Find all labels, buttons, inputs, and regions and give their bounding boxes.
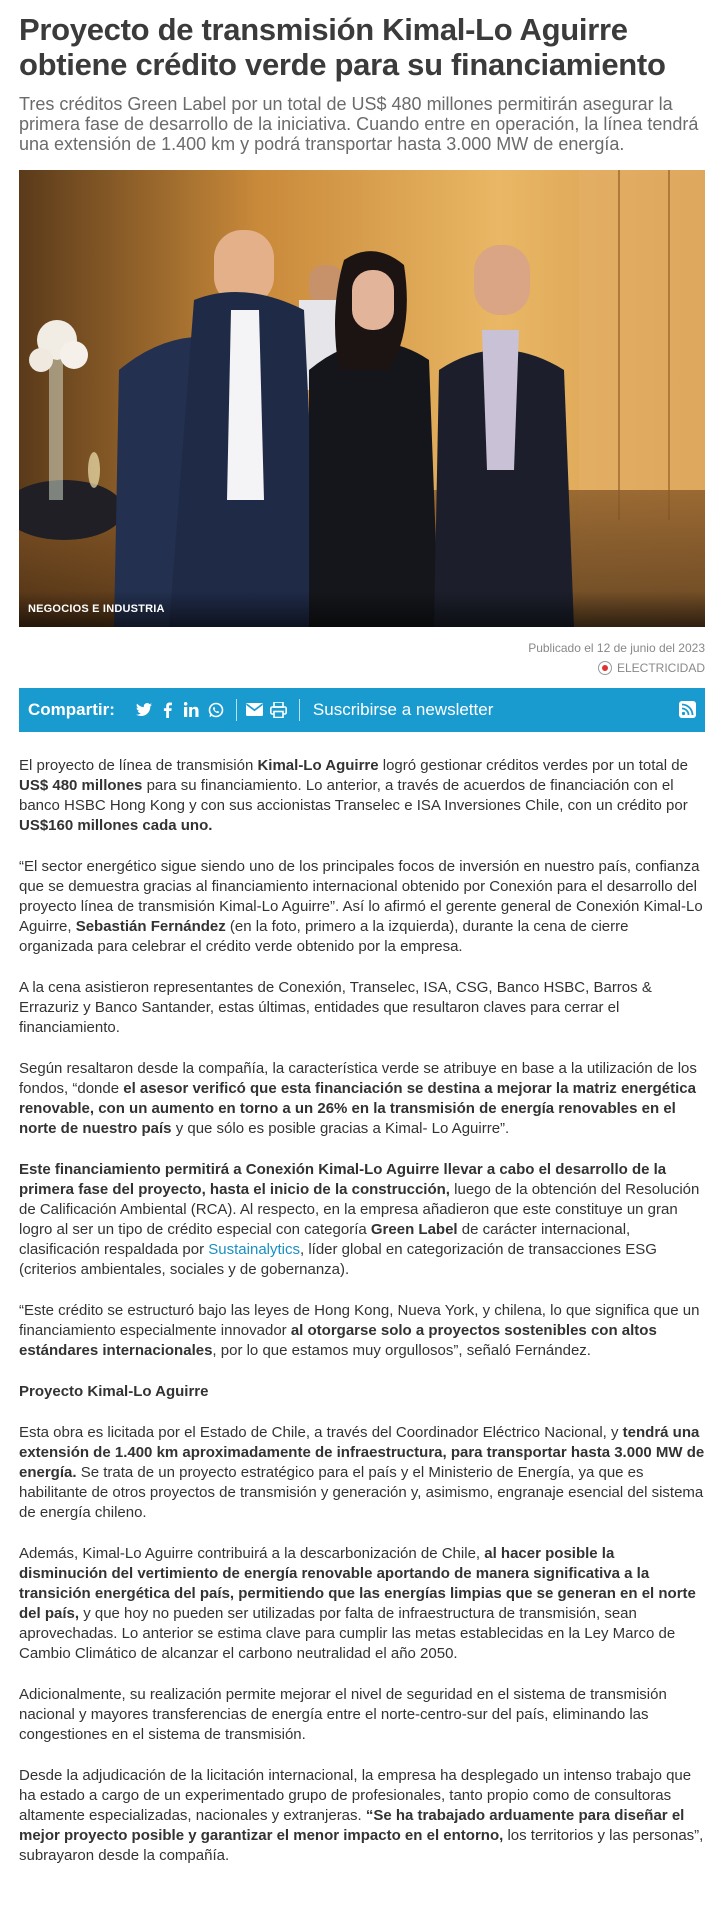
paragraph: Desde la adjudicación de la licitación internacional, la empresa ha desplegado un intenso trabajo que ha estado a cargo de un experimentado grupo de profesionales, tanto propio como de consultoras altamente especializadas, nacionales y extranjeras. “Se ha trabajado arduamente para diseñar el mejor proyecto posible y garantizar el menor impacto en el entorno, los territorios y las personas”, subrayaron desde la compañía.	[19, 1766, 704, 1864]
page-title: Proyecto de transmisión Kimal-Lo Aguirre obtiene crédito verde para su financiamiento	[19, 12, 666, 82]
newsletter-link[interactable]: Suscribirse a newsletter	[312, 699, 494, 719]
image-category: NEGOCIOS E INDUSTRIA	[28, 603, 165, 615]
tag-icon	[598, 661, 612, 675]
print-icon[interactable]	[270, 701, 288, 719]
category-tag-label: ELECTRICIDAD	[616, 660, 705, 675]
whatsapp-icon[interactable]	[207, 701, 225, 719]
paragraph: Según resaltaron desde la compañía, la característica verde se atribuye en base a la utilización de los fondos, “donde el asesor verificó que esta financiación se destina a mejorar la matriz energética renovable, con un aumento en torno a un 26% en la transmisión de energía renovables en el norte de nuestro país y que sólo es posible gracias a Kimal- Lo Aguirre”.	[19, 1059, 697, 1137]
linkedin-icon[interactable]	[183, 701, 201, 719]
hero-image	[19, 170, 705, 627]
paragraph: Este financiamiento permitirá a Conexión Kimal-Lo Aguirre llevar a cabo el desarrollo de la primera fase del proyecto, hasta el inicio de la construcción, luego de la obtención del Resolución de Calificación Ambiental (RCA). Al respecto, en la empresa añadieron que este constituye un gran logro al ser un tipo de crédito especial con categoría Green Label de carácter internacional, clasificación respaldada por Sustainalytics, líder global en categorización de transacciones ESG (criterios ambientales, sociales y de gobernanza).	[19, 1160, 700, 1278]
twitter-icon[interactable]	[135, 701, 153, 719]
image-category-overlay	[19, 591, 705, 627]
article-container	[19, 12, 723, 1866]
paragraph: Adicionalmente, su realización permite mejorar el nivel de seguridad en el sistema de transmisión nacional y mayores transferencias de energía entre el norte-centro-sur del país, eliminando las congestiones en el sistema de transmisión.	[19, 1685, 667, 1743]
share-label: Compartir:	[28, 699, 115, 719]
paragraph: El proyecto de línea de transmisión Kimal-Lo Aguirre logró gestionar créditos verdes por un total de US$ 480 millones para su financiamiento. Lo anterior, a través de acuerdos de financiación con el banco HSBC Hong Kong y con sus accionistas Transelec e ISA Inversiones Chile, con un crédito por US$160 millones cada uno.	[19, 756, 688, 834]
rss-icon[interactable]	[679, 701, 696, 718]
paragraph: “El sector energético sigue siendo uno de los principales focos de inversión en nuestro país, confianza que se demuestra gracias al financiamiento internacional obtenido por Conexión para el desarrollo del proyecto línea de transmisión Kimal-Lo Aguirre”. Así lo afirmó el gerente general de Conexión Kimal-Lo Aguirre, Sebastián Fernández (en la foto, primero a la izquierda), durante la cena de cierre organizada para celebrar el crédito verde obtenido por la empresa.	[19, 857, 703, 955]
publish-date: Publicado el 12 de junio del 2023	[528, 641, 705, 655]
share-bar	[19, 688, 705, 732]
section-heading: Proyecto Kimal-Lo Aguirre	[19, 1382, 209, 1400]
paragraph: Además, Kimal-Lo Aguirre contribuirá a la descarbonización de Chile, al hacer posible la disminución del vertimiento de energía renovable aportando de manera significativa a la transición energética del país, permitiendo que las energías limpias que se generan en el norte del país, y que hoy no pueden ser utilizadas por falta de infraestructura de transmisión, sean aprovechadas. Lo anterior se estima clave para cumplir las metas establecidas en la Ley Marco de Cambio Climático de alcanzar el carbono neutralidad el año 2050.	[19, 1544, 696, 1662]
hero-photo	[19, 170, 705, 627]
article-subtitle: Tres créditos Green Label por un total de US$ 480 millones permitirán asegurar la primera fase de desarrollo de la iniciativa. Cuando entre en operación, la línea tendrá una extensión de 1.400 km y podrá transportar hasta 3.000 MW de energía.	[19, 94, 699, 154]
share-divider	[299, 699, 300, 721]
category-tag[interactable]	[598, 659, 705, 678]
paragraph: A la cena asistieron representantes de Conexión, Transelec, ISA, CSG, Banco HSBC, Barros & Errazuriz y Banco Santander, estas últimas, entidades que resultaron claves para cerrar el financiamiento.	[19, 978, 652, 1036]
paragraph: Esta obra es licitada por el Estado de Chile, a través del Coordinador Eléctrico Nacional, y tendrá una extensión de 1.400 km aproximadamente de infraestructura, para transportar hasta 3.000 MW de energía. Se trata de un proyecto estratégico para el país y el Ministerio de Energía, ya que es habilitante de otros proyectos de transmisión y generación y, asimismo, engranaje esencial del sistema de energía chileno.	[19, 1423, 705, 1521]
facebook-icon[interactable]	[159, 701, 177, 719]
article-body	[19, 756, 705, 1866]
article-meta	[19, 639, 705, 678]
share-divider	[236, 699, 237, 721]
email-icon[interactable]	[246, 701, 264, 719]
sustainalytics-link[interactable]: Sustainalytics	[208, 1240, 300, 1258]
paragraph: “Este crédito se estructuró bajo las leyes de Hong Kong, Nueva York, y chilena, lo que significa que un financiamiento especialmente innovador al otorgarse solo a proyectos sostenibles con altos estándares internacionales, por lo que estamos muy orgullosos”, señaló Fernández.	[19, 1301, 700, 1359]
